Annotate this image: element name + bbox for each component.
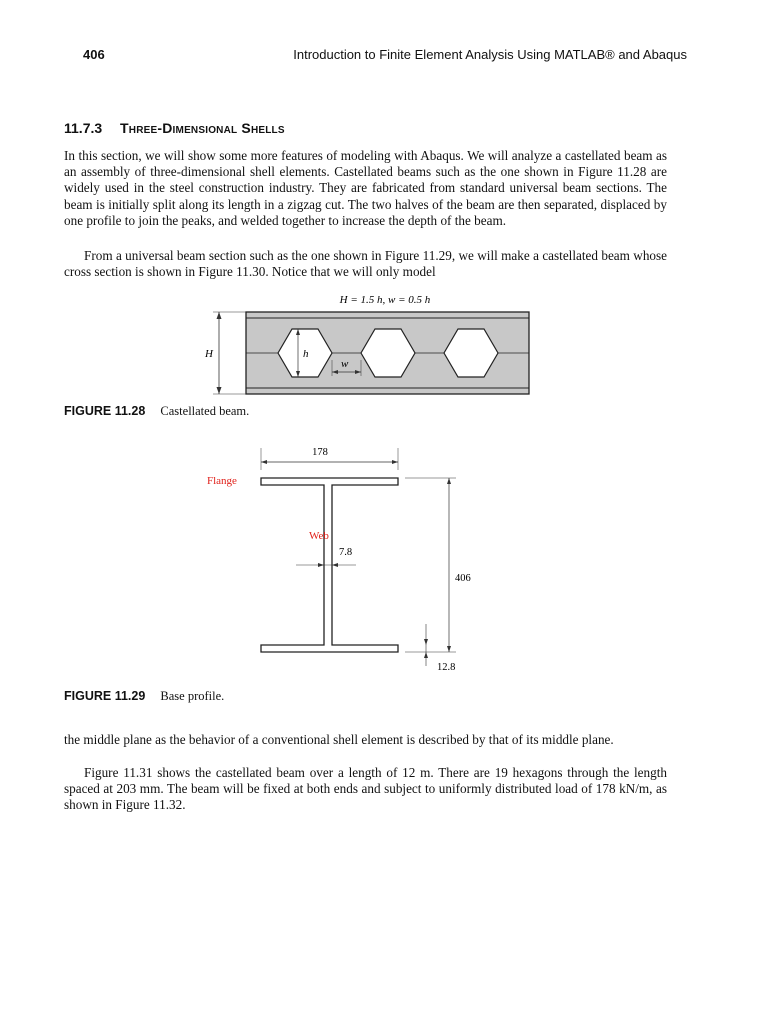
flange-arrow-top: [424, 639, 428, 645]
figure-base-profile: [0, 440, 768, 680]
running-title: Introduction to Finite Element Analysis Using MATLAB® and Abaqus: [293, 47, 687, 62]
caption-text: Base profile.: [160, 689, 225, 703]
width-arrow-right: [392, 460, 398, 464]
label-web: Web: [309, 530, 329, 542]
paragraph-intro: In this section, we will show some more features of modeling with Abaqus. We will analyze a castellated beam as an assembly of three-dimensional shell elements. Castellated beams such as the one shown in Figure 11.28 are widely used in the steel construction industry. They are fabricated from standard universal beam sections. The beam is initially split along its length in a zigzag cut. The two halves of the beam are then separated, displaced by one profile to join the peaks, and welded together to increase the depth of the beam.: [64, 148, 667, 228]
depth-arrow-top: [447, 478, 451, 484]
label-w: w: [341, 358, 349, 370]
caption-label: FIGURE 11.29: [64, 689, 146, 703]
depth-arrow-bottom: [447, 646, 451, 652]
caption-label: FIGURE 11.28: [64, 404, 146, 418]
label-H: H: [205, 348, 213, 360]
caption-figure-11-28: [64, 404, 249, 419]
label-flange: Flange: [207, 475, 237, 487]
dim-flange-thickness: 12.8: [437, 662, 456, 673]
caption-text: Castellated beam.: [160, 404, 250, 418]
dim-width: 178: [312, 447, 328, 458]
web-arrow-left: [318, 563, 324, 567]
dim-depth: 406: [455, 573, 471, 584]
paragraph-universal-beam: From a universal beam section such as the one shown in Figure 11.29, we will make a castellated beam whose cross section is shown in Figure 11.30. Notice that we will only model: [64, 248, 667, 280]
flange-arrow-bottom: [424, 652, 428, 658]
H-arrow-bottom: [217, 387, 222, 394]
width-arrow-left: [261, 460, 267, 464]
section-heading: [64, 120, 285, 136]
figure-castellated-beam-art: [204, 294, 529, 394]
caption-figure-11-29: [64, 689, 224, 704]
figure-base-profile-art: [207, 447, 471, 673]
running-head: [83, 47, 687, 67]
figure-castellated-beam: [0, 290, 768, 402]
web-arrow-right: [332, 563, 338, 567]
paragraph-middle-plane: the middle plane as the behavior of a conventional shell element is described by that of its middle plane.: [64, 732, 614, 747]
dim-web-thickness: 7.8: [339, 547, 353, 558]
H-arrow-top: [217, 312, 222, 319]
paragraph-castellated-length: Figure 11.31 shows the castellated beam over a length of 12 m. There are 19 hexagons through the length spaced at 203 mm. The beam will be fixed at both ends and subject to uniformly distributed load of 178 kN/m, as shown in Figure 11.32.: [64, 765, 667, 813]
page-number: 406: [83, 47, 105, 62]
beam-formula: H = 1.5 h, w = 0.5 h: [339, 294, 431, 306]
section-title: Three-Dimensional Shells: [120, 120, 285, 136]
label-h: h: [303, 348, 309, 360]
section-number: 11.7.3: [64, 120, 103, 136]
